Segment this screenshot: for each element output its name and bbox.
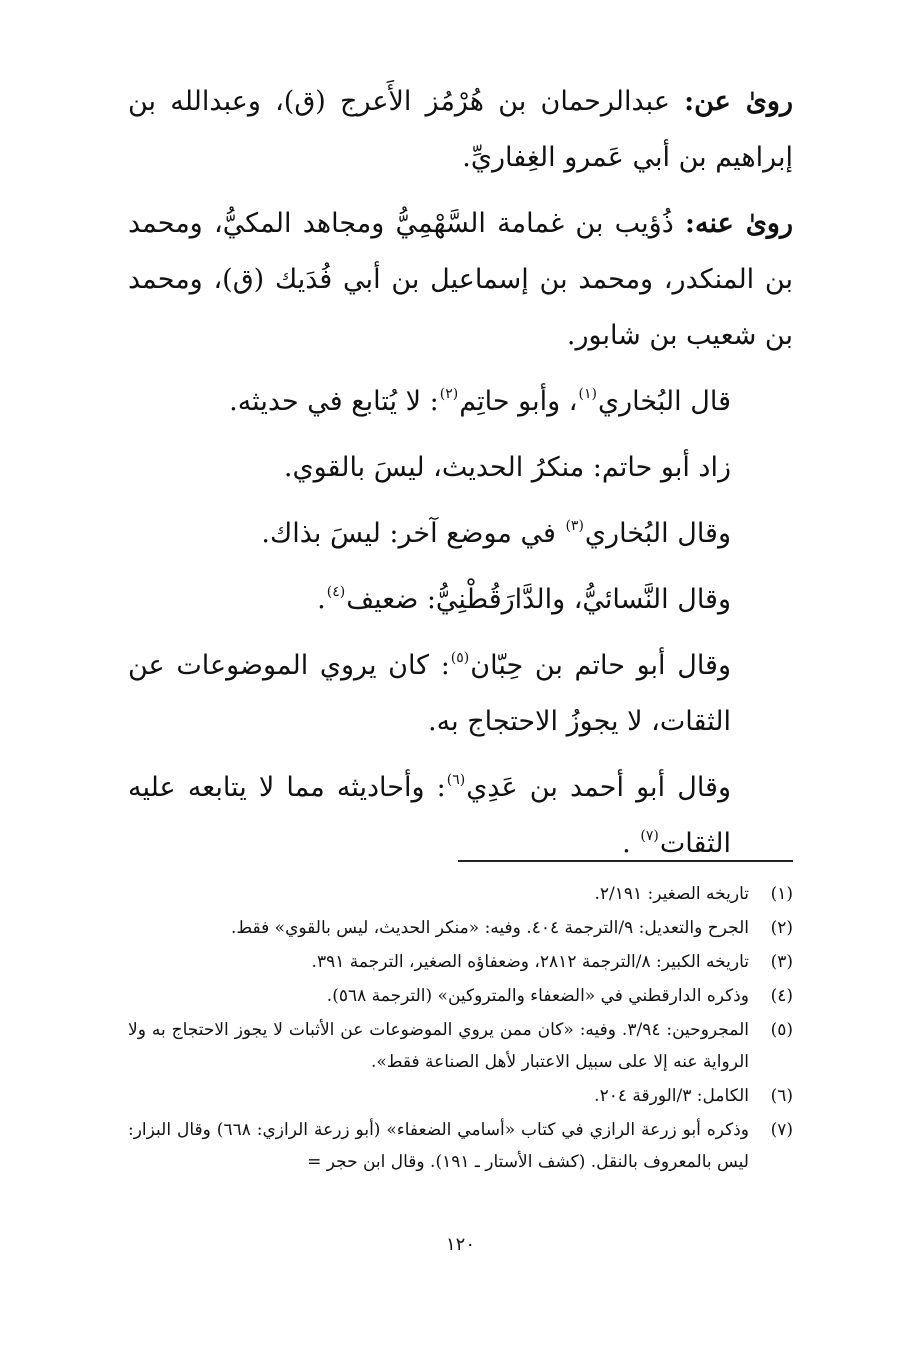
- text-segment: : وأحاديثه مما لا يتابعه عليه الثقات: [128, 772, 731, 859]
- paragraph-narrated-from: [128, 74, 793, 186]
- footnote-6: [128, 1080, 793, 1112]
- text-segment: .: [317, 584, 326, 615]
- text-segment: ، وأبو حاتِم: [459, 386, 578, 417]
- text-segment: وقال البُخاري: [584, 518, 731, 549]
- footnote-text: وذكره أبو زرعة الرازي في كتاب «أسامي الضعفاء» (أبو زرعة الرازي: ٦٦٨) وقال البزار: ليس بالمعروف بالنقل. (كشف الأستار ـ ١٩١). وقال ابن حجر =: [128, 1120, 749, 1172]
- footnote-number: (١): [770, 884, 793, 904]
- text-segment: وقال أبو أحمد بن عَدِي: [466, 772, 732, 803]
- text-segment: في موضع آخر: ليسَ بذاك.: [261, 518, 565, 549]
- page-number: ١٢٠: [445, 1234, 475, 1255]
- footnote-text: وذكره الدارقطني في «الضعفاء والمتروكين» (الترجمة ٥٦٨).: [326, 986, 749, 1006]
- footnote-ref-4[interactable]: (٤): [326, 584, 346, 600]
- footnote-number: (٤): [770, 986, 793, 1006]
- footnote-text: المجروحين: ٣/٩٤. وفيه: «كان ممن يروي الموضوعات عن الأثبات لا يجوز الاحتجاج به ولا الرواية عنه إلا على سبيل الاعتبار لأهل الصناعة فقط».: [128, 1020, 749, 1072]
- text-segment: قال البُخاري: [597, 386, 731, 417]
- footnote-text: تاريخه الكبير: ٨/الترجمة ٢٨١٢، وضعفاؤه الصغير، الترجمة ٣٩١.: [311, 952, 749, 972]
- footnote-ref-6[interactable]: (٦): [446, 772, 466, 788]
- footnote-1: [128, 878, 793, 910]
- text-segment: : لا يُتابع في حديثه.: [229, 386, 439, 417]
- footnote-7: [128, 1114, 793, 1178]
- footnote-2: [128, 912, 793, 944]
- paragraph-narrated-by: [128, 196, 793, 364]
- heading-narrated-by: روىٰ عنه:: [685, 208, 794, 239]
- heading-narrated-from: روىٰ عن:: [684, 86, 794, 117]
- footnote-divider: [458, 860, 793, 862]
- narrated-by-text: ذُؤيب بن غمامة السَّهْمِيُّ ومجاهد المكيُّ، ومحمد بن المنكدر، ومحمد بن إسماعيل بن أبي فُدَيك (ق)، ومحمد بن شعيب بن شابور.: [128, 208, 793, 351]
- text-segment: زاد أبو حاتم: منكرُ الحديث، ليسَ بالقوي.: [283, 452, 731, 483]
- main-text: [128, 74, 793, 882]
- footnote-ref-2[interactable]: (٢): [439, 386, 459, 402]
- narrated-from-text: عبدالرحمان بن هُرْمُز الأَعرج (ق)، وعبدالله بن إبراهيم بن أبي عَمرو الغِفاريِّ.: [128, 86, 793, 173]
- footnote-4: [128, 980, 793, 1012]
- paragraph-nasai-daraqutni: [128, 572, 793, 628]
- footnotes: [128, 878, 793, 1180]
- footnote-ref-5[interactable]: (٥): [450, 650, 470, 666]
- footnote-number: (٦): [770, 1086, 793, 1106]
- paragraph-abuhatim-addition: [128, 440, 793, 496]
- footnote-ref-1[interactable]: (١): [578, 386, 597, 402]
- text-segment: وقال أبو حاتم بن حِبّان: [470, 650, 731, 681]
- paragraph-ibn-hibban: [128, 638, 793, 750]
- footnote-number: (٧): [770, 1120, 793, 1140]
- footnote-5: [128, 1014, 793, 1078]
- footnote-number: (٣): [770, 952, 793, 972]
- paragraph-bukhari-abuhatim: [128, 374, 793, 430]
- footnote-number: (٥): [770, 1020, 793, 1040]
- footnote-3: [128, 946, 793, 978]
- paragraph-bukhari-other: [128, 506, 793, 562]
- footnote-text: تاريخه الصغير: ٢/١٩١.: [594, 884, 749, 904]
- text-segment: : كان يروي الموضوعات عن الثقات، لا يجوزُ الاحتجاج به.: [128, 650, 731, 737]
- footnote-text: الجرح والتعديل: ٩/الترجمة ٤٠٤. وفيه: «منكر الحديث، ليس بالقوي» فقط.: [231, 918, 749, 938]
- text-segment: .: [622, 828, 640, 859]
- footnote-text: الكامل: ٣/الورقة ٢٠٤.: [594, 1086, 749, 1106]
- footnote-number: (٢): [770, 918, 793, 938]
- text-segment: وقال النَّسائيُّ، والدَّارَقُطْنِيُّ: ضعيف: [346, 584, 731, 615]
- footnote-ref-3[interactable]: (٣): [565, 518, 584, 534]
- footnote-ref-7[interactable]: (٧): [640, 828, 659, 844]
- paragraph-ibn-adi: [128, 760, 793, 872]
